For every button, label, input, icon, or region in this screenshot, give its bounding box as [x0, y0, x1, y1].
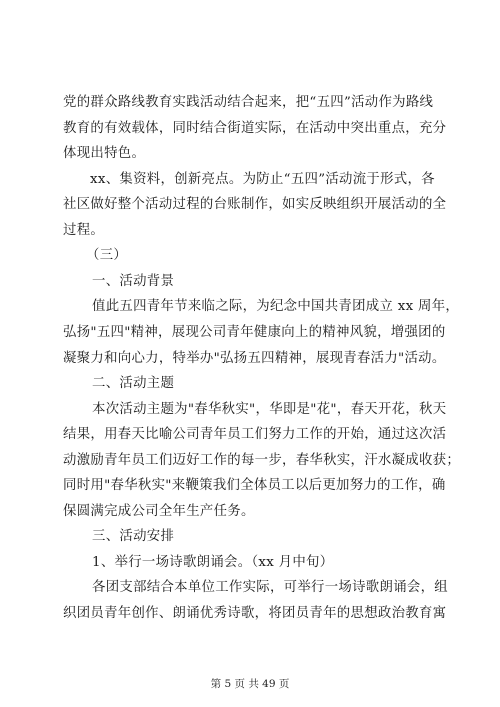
section-heading: 一、活动背景: [92, 274, 175, 289]
body-line: 体现出特色。: [63, 146, 146, 161]
section-number: （三）: [86, 248, 128, 263]
body-line: 党的群众路线教育实践活动结合起来，把“五四”活动作为路线: [63, 95, 434, 110]
body-line: 教育的有效载体，同时结合街道实际，在活动中突出重点，充分: [63, 121, 447, 136]
body-line: xx、集资料，创新亮点。为防止“五四”活动流于形式，各: [90, 172, 435, 187]
body-line: 同时用"春华秋实"来鞭策我们全体员工以后更加努力的工作，确: [63, 478, 446, 493]
body-line: 过程。: [63, 223, 105, 238]
body-line: 弘扬"五四"精神，展现公司青年健康向上的精神风貌，增强团的: [63, 325, 446, 340]
section-heading: 二、活动主题: [92, 376, 175, 391]
body-line: 动激励青年员工们迈好工作的每一步，春华秋实，汗水凝成收获；: [63, 453, 461, 468]
subsection-heading: 1、举行一场诗歌朗诵会。（xx 月中旬）: [92, 555, 334, 570]
page-number-footer: 第 5 页 共 49 页: [210, 678, 290, 690]
body-line: 织团员青年创作、朗诵优秀诗歌，将团员青年的思想政治教育寓: [63, 606, 447, 621]
body-line: 保圆满完成公司全年生产任务。: [63, 504, 255, 519]
body-line: 凝聚力和向心力，特举办"弘扬五四精神，展现青春活力"活动。: [63, 351, 446, 366]
body-line: 本次活动主题为"春华秋实"，华即是"花"，春天开花，秋天: [92, 402, 447, 417]
section-heading: 三、活动安排: [92, 529, 175, 544]
body-line: 社区做好整个活动过程的台账制作，如实反映组织开展活动的全: [63, 197, 447, 212]
body-line: 结果，用春天比喻公司青年员工们努力工作的开始，通过这次活: [63, 427, 447, 442]
body-line: 值此五四青年节来临之际，为纪念中国共青团成立 xx 周年，: [92, 299, 460, 314]
body-line: 各团支部结合本单位工作实际，可举行一场诗歌朗诵会，组: [92, 580, 448, 595]
